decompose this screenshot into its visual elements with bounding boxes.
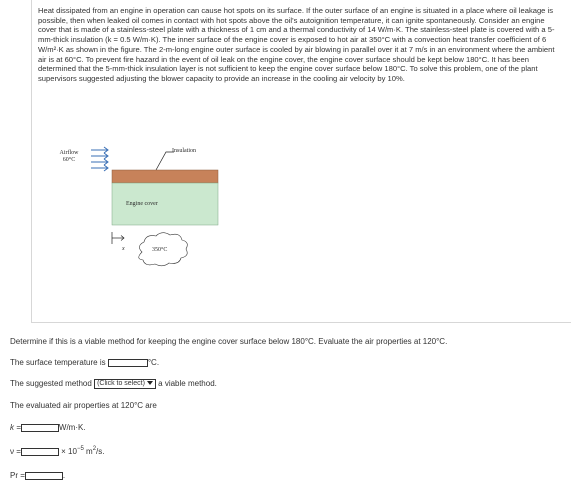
hot-air-temp-label: 350°C (152, 247, 168, 253)
pr-row: Pr = . (10, 471, 66, 480)
method-viability-select[interactable]: (Click to select) (94, 379, 156, 389)
x-axis-arrow-icon (112, 232, 124, 244)
problem-statement: Heat dissipated from an engine in operation can cause hot spots on its surface. If the outer surface of an engine is situated in a place where oil leakage is possible, then when leaked oil comes in contact with hot spots above the oil's autoignition temperature, it can ignite spontaneously. Consider an engine cover that is made of a stainless-steel plate with a thickness of 1 cm and a thermal conductivity of 14 W/m·K. The stainless-steel plate is covered with a 5-mm-thick insulation (k = 0.5 W/m·K). The inner surface of the engine cover is exposed to hot air at 350°C with a convection heat transfer coefficient of 6 W/m²·K as shown in the figure. The 2-m-long engine outer surface is cooled by air blowing in parallel over it at 7 m/s in an environment where the ambient air is at 60°C. To prevent fire hazard in the event of oil leak on the engine cover, the engine cover surface should be kept below 180°C. It has been determined that the 5-mm-thick insulation layer is not sufficient to keep the engine cover surface below 180°C. To solve this problem, one of the plant supervisors suggested adjusting the blower capacity to provide an increase in the cooling air velocity by 10%. (38, 6, 555, 83)
k-row: k = W/m·K. (10, 423, 86, 432)
determine-question: Determine if this is a viable method for keeping the engine cover surface below 180°C. Evaluate the air properties at 120°C. (10, 337, 448, 346)
insulation-layer (112, 170, 218, 183)
method-row: The suggested method (Click to select) a viable method. (10, 379, 217, 389)
airflow-arrows-icon (91, 147, 108, 171)
x-axis-label: x (122, 246, 125, 252)
nu-input[interactable] (21, 448, 59, 456)
surface-temp-input[interactable] (108, 359, 148, 367)
pr-input[interactable] (25, 472, 63, 480)
k-input[interactable] (21, 424, 59, 432)
air-properties-intro: The evaluated air properties at 120°C are (10, 401, 157, 410)
problem-panel (31, 0, 571, 323)
engine-cover-label: Engine cover (126, 201, 158, 207)
surface-temp-row: The surface temperature is °C. (10, 358, 160, 367)
insulation-label: Insulation (172, 148, 196, 154)
nu-row: ν = × $10^{-5}$ $m^2/s$. (10, 446, 105, 456)
engine-cover-figure (46, 142, 266, 278)
chevron-down-icon (147, 381, 153, 385)
airflow-label: Airflow 60°C (59, 150, 79, 163)
